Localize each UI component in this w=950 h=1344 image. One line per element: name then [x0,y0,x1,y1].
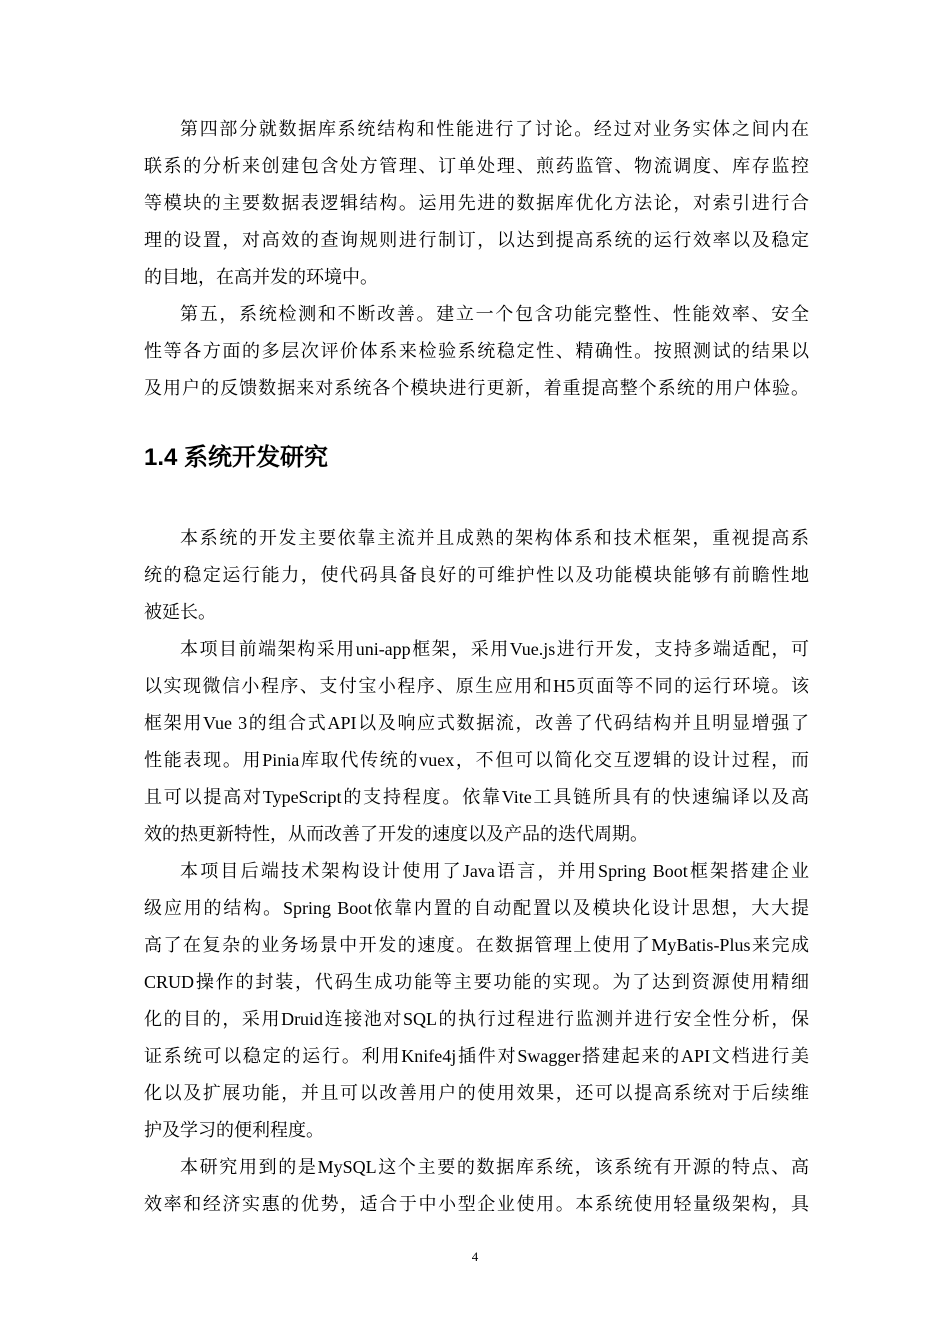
text-line: 效的热更新特性，从而改善了开发的速度以及产品的迭代周期。 [144,824,648,844]
text-line: 第五，系统检测和不断改善。建立一个包含功能完整性、性能效率、安全 [180,304,809,324]
text-line: 第四部分就数据库系统结构和性能进行了讨论。经过对业务实体之间内在 [180,119,809,139]
text-line: 性能表现。用Pinia库取代传统的vuex，不但可以简化交互逻辑的设计过程，而 [144,750,809,770]
text-line: 且可以提高对TypeScript的支持程度。依靠Vite工具链所具有的快速编译以及高 [144,787,809,807]
text-line: 本研究用到的是MySQL这个主要的数据库系统，该系统有开源的特点、高 [180,1157,809,1177]
text-line: 以实现微信小程序、支付宝小程序、原生应用和H5页面等不同的运行环境。该 [144,676,809,696]
text-line: 护及学习的便利程度。 [144,1120,324,1140]
text-line: 化以及扩展功能，并且可以改善用户的使用效果，还可以提高系统对于后续维 [144,1083,809,1103]
text-line: 效率和经济实惠的优势，适合于中小型企业使用。本系统使用轻量级架构，具 [144,1194,809,1214]
text-line: 本项目后端技术架构设计使用了Java语言，并用Spring Boot框架搭建企业 [180,861,809,881]
paragraph-block-design-parts [144,111,809,407]
page-number: 4 [471,1249,479,1264]
paragraph-block-system-development [144,520,809,1223]
text-line: 理的设置，对高效的查询规则进行制订，以达到提高系统的运行效率以及稳定 [144,230,809,250]
text-line: 被延长。 [144,602,216,622]
text-line: 本项目前端架构采用uni-app框架，采用Vue.js进行开发，支持多端适配，可 [180,639,809,659]
text-line: 性等各方面的多层次评价体系来检验系统稳定性、精确性。按照测试的结果以 [144,341,809,361]
text-line: CRUD操作的封装，代码生成功能等主要功能的实现。为了达到资源使用精细 [144,972,809,992]
section-heading: 1.4 系统开发研究 [144,444,329,471]
text-line: 的目地，在高并发的环境中。 [144,267,378,287]
text-line: 化的目的，采用Druid连接池对SQL的执行过程进行监测并进行安全性分析，保 [144,1009,809,1029]
text-line: 联系的分析来创建包含处方管理、订单处理、煎药监管、物流调度、库存监控 [144,156,809,176]
text-line: 等模块的主要数据表逻辑结构。运用先进的数据库优化方法论，对索引进行合 [144,193,809,213]
text-line: 框架用Vue 3的组合式API以及响应式数据流，改善了代码结构并且明显增强了 [144,713,809,733]
text-line: 及用户的反馈数据来对系统各个模块进行更新，着重提高整个系统的用户体验。 [144,378,809,398]
text-line: 证系统可以稳定的运行。利用Knife4j插件对Swagger搭建起来的API文档进行美 [144,1046,809,1066]
text-line: 本系统的开发主要依靠主流并且成熟的架构体系和技术框架，重视提高系 [180,528,809,548]
text-line: 高了在复杂的业务场景中开发的速度。在数据管理上使用了MyBatis-Plus来完成 [144,935,809,955]
text-line: 统的稳定运行能力，使代码具备良好的可维护性以及功能模块能够有前瞻性地 [144,565,809,585]
text-line: 级应用的结构。Spring Boot依靠内置的自动配置以及模块化设计思想，大大提 [144,898,809,918]
